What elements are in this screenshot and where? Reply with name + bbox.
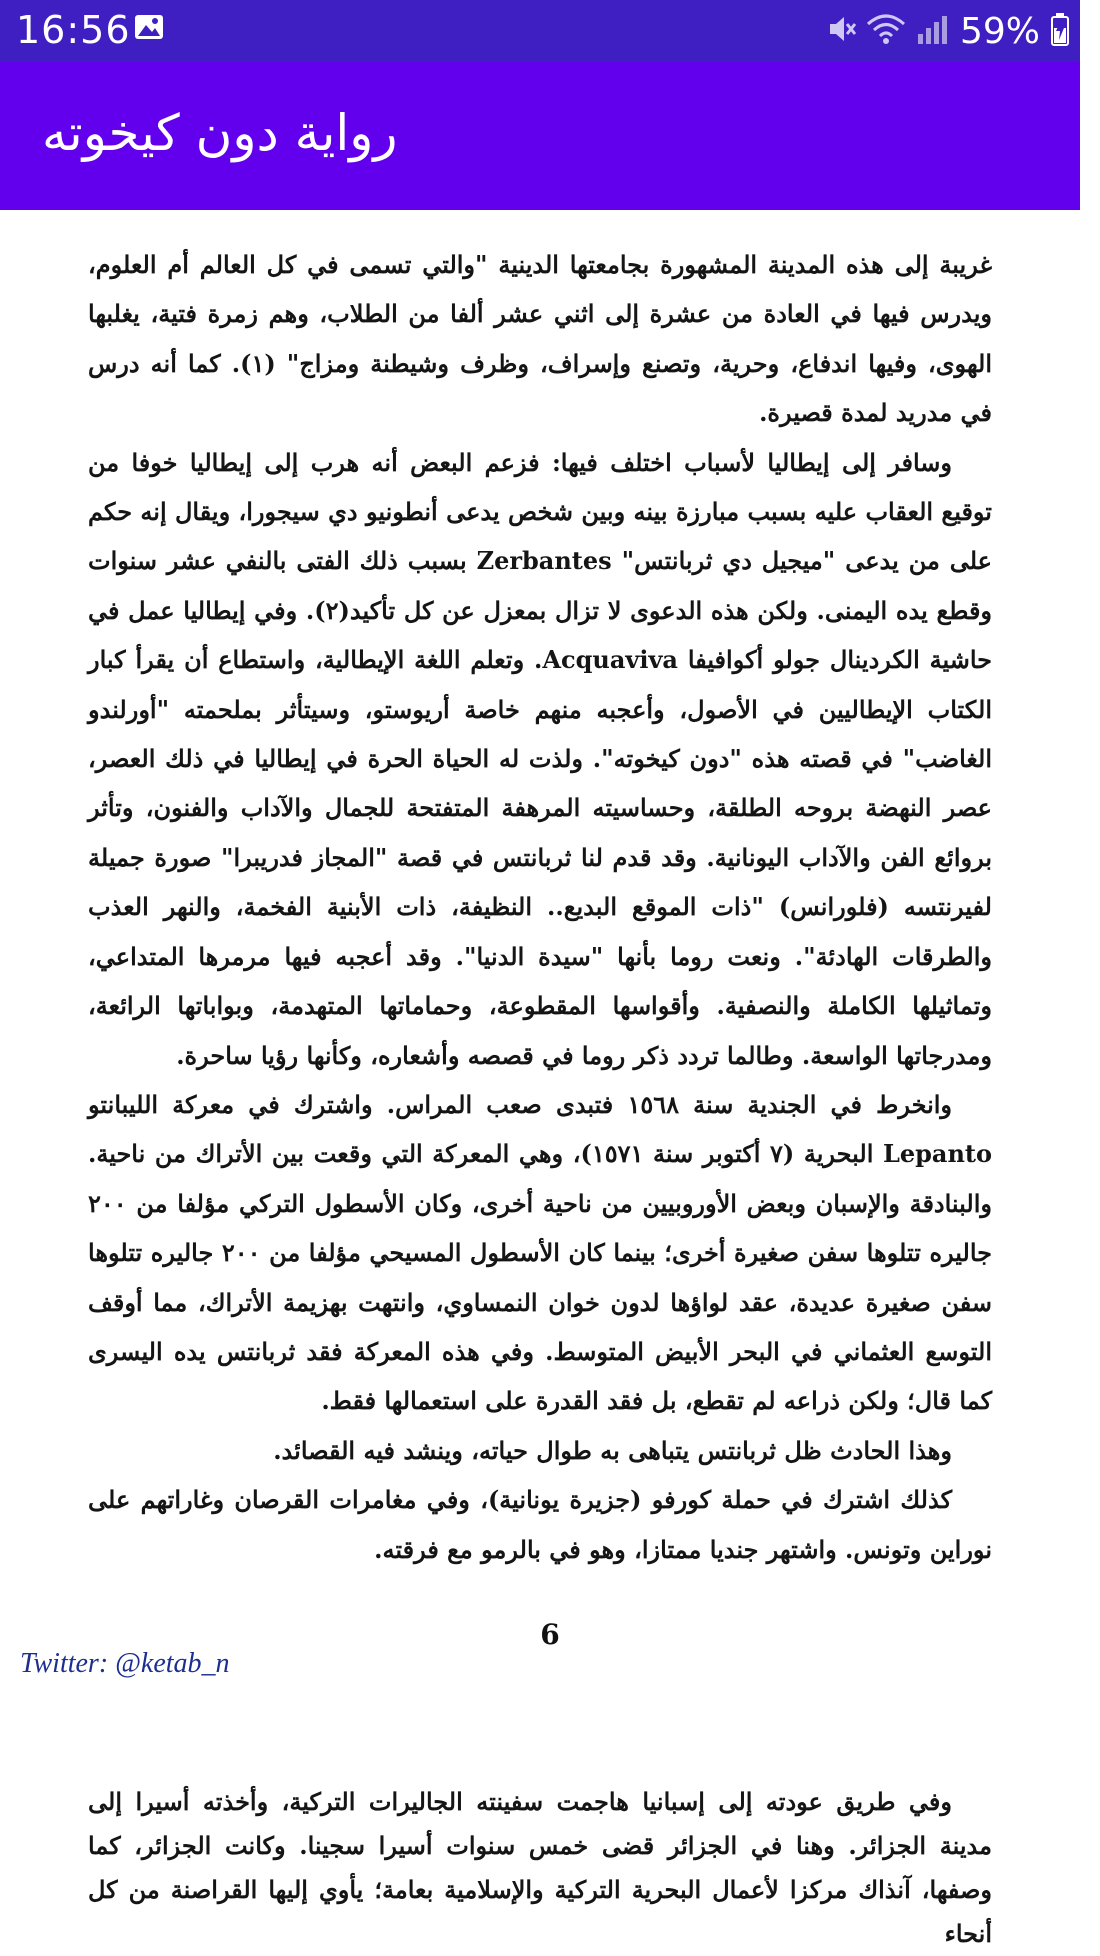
app-bar [0, 62, 1080, 210]
status-bar [0, 0, 1080, 62]
paragraph: كذلك اشترك في حملة كورفو (جزيرة يونانية)، وفي مغامرات القرصان وغاراتهم على نوراين وتونس. واشتهر جنديا ممتازا، وهو في بالرمو مع فرقته. [88, 1485, 992, 1564]
paragraph: غريبة إلى هذه المدينة المشهورة بجامعتها الدينية "والتي تسمى في كل العالم أم العلوم، ويدرس فيها في العادة من عشرة إلى اثني عشر ألفا من الطلاب، وهم زمرة فتية، يغلبها الهوى، وفيها اندفاع، وحرية، وتصنع وإسراف، وظرف وشيطنة ومزاج" (١). كما أنه درس في مدريد لمدة قصيرة. [88, 250, 992, 428]
wifi-icon [866, 12, 906, 50]
paragraph: وهذا الحادث ظل ثربانتس يتباهى به طوال حياته، وينشد فيه القصائد. [273, 1435, 952, 1465]
page-text [88, 240, 992, 1574]
paragraph: وفي طريق عودته إلى إسبانيا هاجمت سفينته الجاليرات التركية، وأخذته أسيرا إلى مدينة الجزائر. وهنا في الجزائر قضى خمس سنوات أسيرا سجينا. وكانت الجزائر، كما وصفها، آنذاك مركزا لأعمال البحرية التركية والإسلامية بعامة؛ يأوي إليها القراصنة من كل أنحاء [88, 1787, 992, 1948]
page-number: 6 [540, 1618, 560, 1651]
battery-percent: 59% [959, 10, 1040, 52]
book-page[interactable] [0, 210, 1080, 1948]
next-page-text [88, 1780, 992, 1956]
app-title: رواية دون كيخوته [42, 104, 398, 162]
status-time: 16:56 [16, 8, 131, 52]
signal-icon [916, 12, 950, 50]
paragraph: وانخرط في الجندية سنة ١٥٦٨ فتبدى صعب المراس. واشترك في معركة الليبانتو Lepanto البحرية (٧ أكتوبر سنة ١٥٧١)، وهي المعركة التي وقعت بين الأتراك من ناحية. والبنادقة والإسبان وبعض الأوروبيين من ناحية أخرى، وكان الأسطول التركي مؤلفا من ٢٠٠ جاليره تتلوها سفن صغيرة أخرى؛ بينما كان الأسطول المسيحي مؤلفا من ٢٠٠ جاليره تتلوها سفن صغيرة عديدة، عقد لواؤها لدون خوان النمساوي، وانتهت بهزيمة الأتراك، مما أوقف التوسع العثماني في البحر الأبيض المتوسط. وفي هذه المعركة فقد ثربانتس يده اليسرى كما قال؛ ولكن ذراعه لم تقطع، بل فقد القدرة على استعمالها فقط. [88, 1089, 992, 1416]
battery-icon [1050, 12, 1070, 50]
image-icon [134, 14, 164, 40]
mute-icon [826, 12, 856, 50]
status-icons [826, 8, 1070, 54]
twitter-watermark: Twitter: @ketab_n [20, 1648, 230, 1679]
paragraph: وسافر إلى إيطاليا لأسباب اختلف فيها: فزعم البعض أنه هرب إلى إيطاليا خوفا من توقيع العقاب عليه بسبب مبارزة بينه وبين شخص يدعى أنطونيو دي سيجورا، ويقال إنه حكم على من يدعى "ميجيل دي ثربانتس" Zerbantes بسبب ذلك الفتى بالنفي عشر سنوات وقطع يده اليمنى. ولكن هذه الدعوى لا تزال بمعزل عن كل تأكيد(٢). وفي إيطاليا عمل في حاشية الكردينال جولو أكوافيفا Acquaviva. وتعلم اللغة الإيطالية، واستطاع أن يقرأ كبار الكتاب الإيطاليين في الأصول، وأعجبه منهم خاصة أريوستو، وسيتأثر بملحمته "أورلندو الغاضب" في قصته هذه "دون كيخوته". ولذت له الحياة الحرة في إيطاليا في ذلك العصر، عصر النهضة بروحه الطلقة، وحساسيته المرهفة المتفتحة للجمال والآداب والفنون، وتأثر بروائع الفن والآداب اليونانية. وقد قدم لنا ثربانتس في قصة "المجاز فدريبرا" صورة جميلة لفيرنتسه (فلورانس) "ذات الموقع البديع.. النظيفة، ذات الأبنية الفخمة، والنهر العذب والطرقات الهادئة". ونعت روما بأنها "سيدة الدنيا". وقد أعجبه فيها مرمرها المتداعي، وتماثيلها الكاملة والنصفية. وأقواسها المقطوعة، وحماماتها المتهدمة، وبواباتها الرائعة، ومدرجاتها الواسعة. وطالما تردد ذكر روما في قصصه وأشعاره، وكأنها رؤيا ساحرة. [88, 447, 993, 1070]
